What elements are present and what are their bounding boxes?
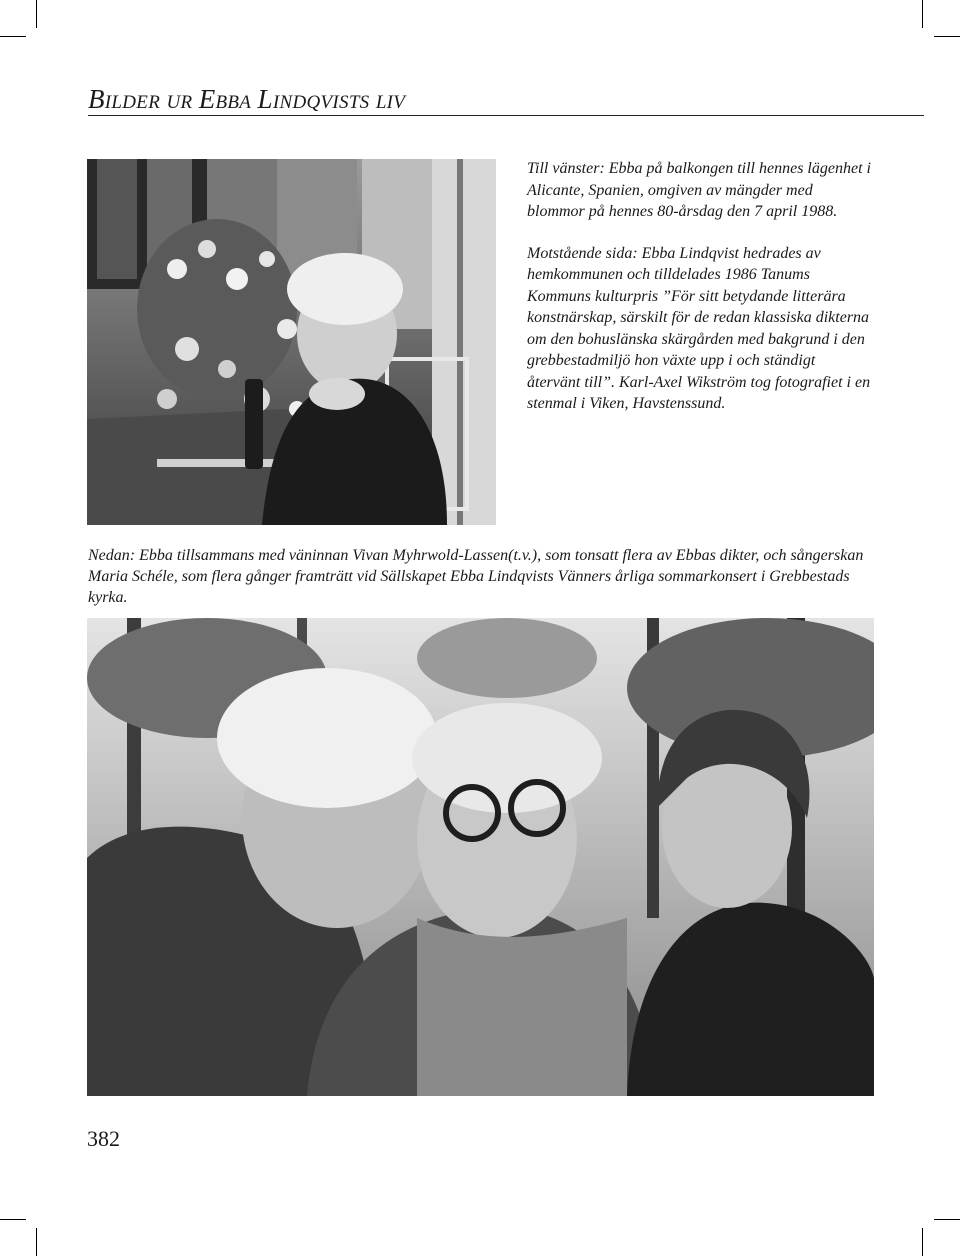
caption-bottom: Nedan: Ebba tillsammans med väninnan Vivan Myhrwold-Lassen(t.v.), som tonsatt flera av Ebbas dikter, och sångerskan Maria Schéle, som flera gånger framträtt vid Sällskapet Ebba Lindqvists Vänners årliga sommarkonsert i Grebbestads kyrka. [88,547,864,606]
header-rule [88,115,924,116]
crop-mark [922,1228,923,1256]
caption-opposite-page: Motstående sida: Ebba Lindqvist hedrades av hemkommunen och tilldelades 1986 Tanums Kommuns kulturpris ”För sitt betydande litterära konstnärskap, särskilt för de redan klassiska dikterna om den bohuslänska skärgården med bakgrund i den grebbestadmiljö hon växte upp i och ständigt återvänt till”. Karl-Axel Wikström tog fotografiet i en stenmal i Viken, Havstenssund. [527,244,871,412]
page-number: 382 [87,1126,120,1151]
caption-left-photo: Till vänster: Ebba på balkongen till hennes lägenhet i Alicante, Spanien, omgiven av mängder med blommor på hennes 80-årsdag den 7 april 1988. [527,160,871,220]
crop-mark [0,36,26,37]
crop-mark [934,1219,960,1220]
group-photo [87,618,874,1096]
caption-right [527,158,872,415]
running-header: BILDER UR EBBA LINDQVISTS LIV [88,84,406,114]
crop-mark [922,0,923,28]
crop-mark [934,36,960,37]
balcony-photo [87,159,496,525]
crop-mark [0,1219,26,1220]
crop-mark [36,1228,37,1256]
crop-mark [36,0,37,28]
